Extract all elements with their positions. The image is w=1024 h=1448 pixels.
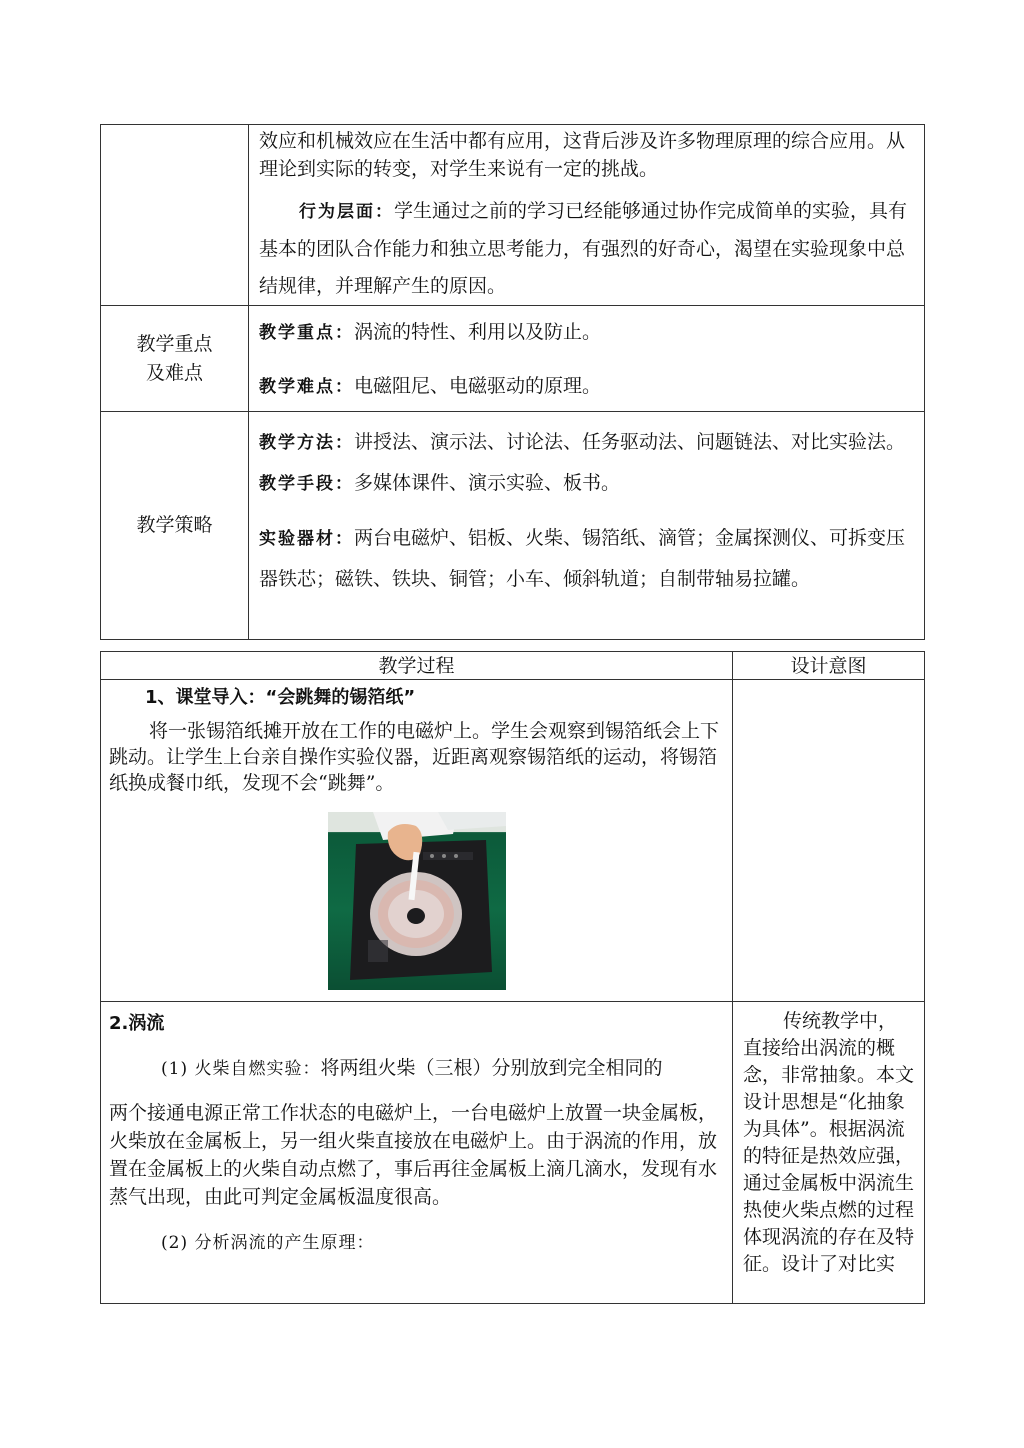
behavior-label: 行为层面： xyxy=(299,202,394,222)
means-text: 多媒体课件、演示实验、板书。 xyxy=(354,472,621,494)
teaching-process-table xyxy=(100,651,925,1304)
equipment-line xyxy=(259,518,916,599)
section1-row xyxy=(101,680,925,1002)
difficulty-text: 电磁阻尼、电磁驱动的原理。 xyxy=(354,375,602,397)
student-analysis-content xyxy=(249,125,925,306)
focus-difficulty-row xyxy=(101,306,925,412)
behavior-text: 学生通过之前的学习已经能够通过协作完成简单的实验，具有基本的团队合作能力和独立思考能力，有强烈的好奇心，渴望在实验现象中总结规律，并理解产生的原因。 xyxy=(259,200,908,297)
difficulty-line xyxy=(259,372,916,402)
equipment-label: 实验器材： xyxy=(259,529,354,549)
method-label: 教学方法： xyxy=(259,433,354,453)
section2-intent xyxy=(733,1002,925,1304)
foil-experiment-photo xyxy=(328,812,506,990)
section2-intent-text: 传统教学中，直接给出涡流的概念，非常抽象。本文设计思想是“化抽象为具体”。根据涡流的特征是热效应强，通过金属板中涡流生热使火柴点燃的过程体现涡流的存在及特征。设计了对比实 xyxy=(743,1010,915,1275)
strategy-content xyxy=(249,412,925,640)
strategy-label: 教学策略 xyxy=(101,412,249,640)
focus-label: 教学重点： xyxy=(259,323,354,343)
section2-title: 2.涡流 xyxy=(109,1013,165,1034)
focus-difficulty-label xyxy=(101,306,249,412)
behavior-paragraph xyxy=(259,193,916,305)
strategy-row xyxy=(101,412,925,640)
focus-text: 涡流的特性、利用以及防止。 xyxy=(354,321,602,343)
process-header-row xyxy=(101,652,925,680)
lesson-plan-table xyxy=(100,124,925,640)
means-line xyxy=(259,465,916,502)
matches-text-a: 将两组火柴（三根）分别放到完全相同的 xyxy=(320,1057,663,1079)
student-analysis-row xyxy=(101,125,925,306)
method-text: 讲授法、演示法、讨论法、任务驱动法、问题链法、对比实验法。 xyxy=(354,431,906,453)
matches-label: (1) 火柴自燃实验： xyxy=(161,1059,321,1079)
method-line xyxy=(259,422,916,463)
focus-difficulty-content xyxy=(249,306,925,412)
section1-intent xyxy=(733,680,925,1002)
means-label: 教学手段： xyxy=(259,474,354,494)
difficulty-label: 教学难点： xyxy=(259,377,354,397)
label-line-2: 及难点 xyxy=(145,361,203,384)
empty-label-cell xyxy=(101,125,249,306)
eddy-principle-line: (2) 分析涡流的产生原理： xyxy=(161,1233,375,1253)
matches-text-b: 两个接通电源正常工作状态的电磁炉上，一台电磁炉上放置一块金属板，火柴放在金属板上，另一组火柴直接放在电磁炉上。由于涡流的作用，放置在金属板上的火柴自动点燃了，事后再往金属板上滴几滴水，发现有水蒸气出现，由此可判定金属板温度很高。 xyxy=(109,1102,718,1208)
section1-title: 1、课堂导入：“会跳舞的锡箔纸” xyxy=(145,687,416,708)
section2-content xyxy=(101,1002,733,1304)
matches-experiment-line xyxy=(109,1054,724,1083)
label-line-1: 教学重点 xyxy=(136,332,213,355)
section1-content xyxy=(101,680,733,1002)
analysis-paragraph: 效应和机械效应在生活中都有应用，这背后涉及许多物理原理的综合应用。从理论到实际的转变，对学生来说有一定的挑战。 xyxy=(259,130,906,180)
focus-line xyxy=(259,318,916,348)
section1-text: 将一张锡箔纸摊开放在工作的电磁炉上。学生会观察到锡箔纸会上下跳动。让学生上台亲自操作实验仪器，近距离观察锡箔纸的运动，将锡箔纸换成餐巾纸，发现不会“跳舞”。 xyxy=(109,720,720,794)
section2-row xyxy=(101,1002,925,1304)
process-header: 教学过程 xyxy=(101,652,733,680)
photo-illustration xyxy=(328,812,506,990)
intent-header: 设计意图 xyxy=(733,652,925,680)
equipment-text: 两台电磁炉、铝板、火柴、锡箔纸、滴管；金属探测仪、可拆变压器铁芯；磁铁、铁块、铜管；小车、倾斜轨道；自制带轴易拉罐。 xyxy=(259,527,906,590)
